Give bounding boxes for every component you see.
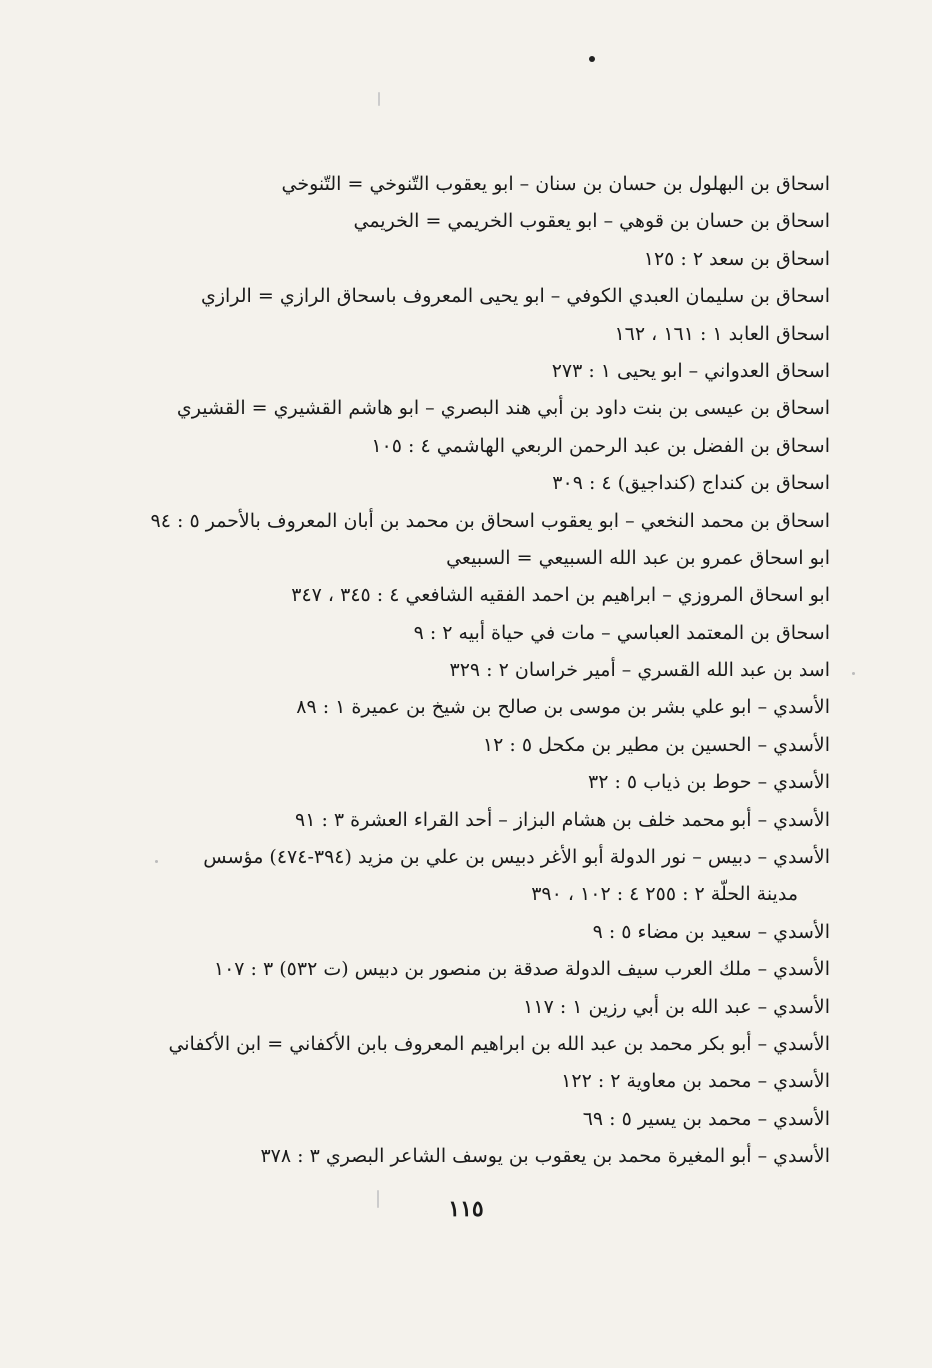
- index-entry: الأسدي – ابو علي بشر بن موسى بن صالح بن شيخ بن عميرة ١ : ٨٩: [296, 696, 830, 719]
- index-entry: الأسدي – محمد بن معاوية ٢ : ١٢٢: [561, 1070, 830, 1093]
- index-entry: الأسدي – الحسين بن مطير بن مكحل ٥ : ١٢: [482, 733, 830, 756]
- scan-speck: [852, 672, 855, 675]
- index-entry: اسحاق بن سليمان العبدي الكوفي – ابو يحيى المعروف باسحاق الرازي = الرازي: [200, 285, 830, 308]
- index-entry: الأسدي – ملك العرب سيف الدولة صدقة بن منصور بن دبيس (ت ٥٣٢) ٣ : ١٠٧: [213, 958, 830, 981]
- index-entry: الأسدي – عبد الله بن أبي رزين ١ : ١١٧: [523, 995, 830, 1018]
- index-entry: ابو اسحاق المروزي – ابراهيم بن احمد الفقيه الشافعي ٤ : ٣٤٥ ، ٣٤٧: [291, 584, 830, 607]
- index-entry: اسحاق بن حسان بن قوهي – ابو يعقوب الخريمي = الخريمي: [353, 210, 830, 233]
- index-entry: الأسدي – حوط بن ذياب ٥ : ٣٢: [587, 771, 830, 794]
- index-entry: اسحاق بن محمد النخعي – ابو يعقوب اسحاق بن محمد بن أبان المعروف بالأحمر ٥ : ٩٤: [150, 509, 830, 532]
- index-entry-multiline: [150, 839, 830, 914]
- index-entry: اسحاق بن المعتمد العباسي – مات في حياة أبيه ٢ : ٩: [413, 621, 830, 644]
- index-entry: اسد بن عبد الله القسري – أمير خراسان ٢ : ٣٢٩: [449, 659, 830, 682]
- index-entry: اسحاق بن الفضل بن عبد الرحمن الربعي الهاشمي ٤ : ١٠٥: [371, 434, 830, 457]
- index-entry: اسحاق العابد ١ : ١٦١ ، ١٦٢: [614, 322, 830, 345]
- index-entry: اسحاق بن البهلول بن حسان بن سنان – ابو يعقوب التّنوخي = التّنوخي: [281, 173, 830, 195]
- index-entry: ابو اسحاق عمرو بن عبد الله السبيعي = السبيعي: [446, 546, 830, 569]
- index-entry-first-line: الأسدي – دبيس – نور الدولة أبو الأغر دبيس بن علي بن مزيد (٣٩٤-٤٧٤) مؤسس: [203, 846, 830, 869]
- page-number: ١١٥: [448, 1196, 484, 1222]
- scan-speck: [378, 92, 380, 106]
- index-entry: الأسدي – أبو المغيرة محمد بن يعقوب بن يوسف الشاعر البصري ٣ : ٣٧٨: [260, 1145, 830, 1168]
- index-entry: اسحاق العدواني – ابو يحيى ١ : ٢٧٣: [551, 359, 830, 382]
- index-entry: الأسدي – سعيد بن مضاء ٥ : ٩: [592, 920, 830, 943]
- scan-speck: [377, 1190, 379, 1208]
- index-entry: الأسدي – أبو محمد خلف بن هشام البزاز – أحد القراء العشرة ٣ : ٩١: [295, 808, 830, 831]
- scan-speck: [155, 860, 158, 863]
- index-entry: الأسدي – محمد بن يسير ٥ : ٦٩: [582, 1107, 830, 1130]
- index-entry: اسحاق بن عيسى بن بنت داود بن أبي هند البصري – ابو هاشم القشيري = القشيري: [176, 397, 830, 420]
- index-entry-continuation: مدينة الحلّة ٢ : ٢٥٥ ٤ : ١٠٢ ، ٣٩٠: [531, 883, 798, 906]
- index-entries: [150, 166, 830, 1176]
- index-entry: الأسدي – أبو بكر محمد بن عبد الله بن ابراهيم المعروف بابن الأكفاني = ابن الأكفاني: [168, 1033, 830, 1056]
- top-dot-mark: [589, 56, 595, 62]
- index-entry: اسحاق بن سعد ٢ : ١٢٥: [643, 247, 830, 270]
- index-entry: اسحاق بن كنداج (كنداجيق) ٤ : ٣٠٩: [552, 472, 830, 495]
